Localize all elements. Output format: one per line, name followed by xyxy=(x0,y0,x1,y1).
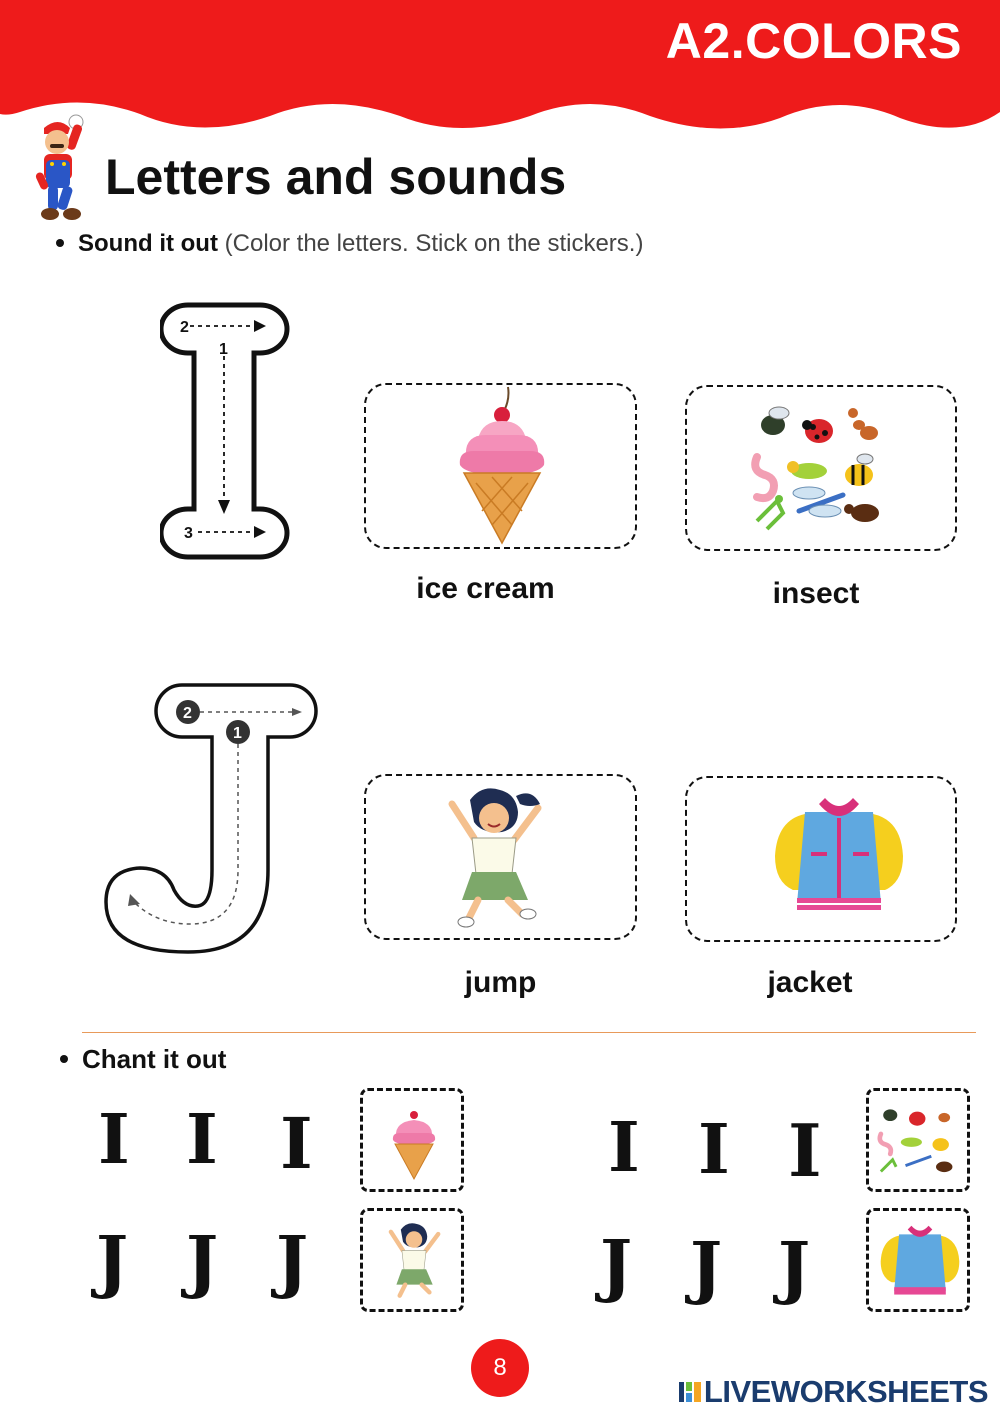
stroke-mark-2: 2 xyxy=(183,705,192,722)
chant-letter-j: J xyxy=(690,1228,723,1308)
chant-letter-i: I xyxy=(698,1110,730,1190)
chant-sticker-insect[interactable] xyxy=(866,1088,970,1192)
chant-letter-j: J xyxy=(600,1226,633,1306)
jacket-sticker-card[interactable] xyxy=(685,776,957,942)
jump-sticker-card[interactable] xyxy=(364,774,637,940)
chant-heading-line xyxy=(60,1044,226,1075)
chant-letter-j: J xyxy=(96,1222,129,1302)
chant-letter-i: I xyxy=(280,1102,313,1185)
ice-cream-sticker-card[interactable] xyxy=(364,383,637,549)
chant-sticker-ice-cream[interactable] xyxy=(360,1088,464,1192)
instruction-bold: Sound it out xyxy=(78,230,218,257)
page-number: 8 xyxy=(471,1339,529,1397)
brand-suffix: WORKSHEETS xyxy=(770,1374,988,1409)
bullet-dot xyxy=(60,1055,68,1063)
insects-icon xyxy=(747,401,897,537)
section-divider xyxy=(82,1032,976,1033)
jacket-icon xyxy=(769,794,909,920)
chant-letter-i: I xyxy=(98,1100,130,1180)
chant-sticker-jump[interactable] xyxy=(360,1208,464,1312)
liveworksheets-mark-icon xyxy=(678,1380,702,1404)
stroke-mark-2: 2 xyxy=(180,319,189,336)
mario-character-icon xyxy=(30,110,90,225)
instruction-text: (Color the letters. Stick on the stickers.) xyxy=(224,230,644,257)
letter-i-tracing[interactable] xyxy=(160,302,292,564)
word-insect: insect xyxy=(772,577,860,610)
word-jump: jump xyxy=(464,966,537,999)
chant-letter-i: I xyxy=(788,1108,822,1193)
chant-letter-i: I xyxy=(186,1100,218,1180)
jacket-icon xyxy=(877,1223,963,1301)
insects-icon xyxy=(875,1099,963,1183)
liveworksheets-logo[interactable] xyxy=(678,1374,988,1410)
chant-letter-j: J xyxy=(276,1222,309,1302)
chant-heading: Chant it out xyxy=(82,1044,227,1074)
chant-letter-j: J xyxy=(186,1222,219,1302)
brand-prefix: LIVE xyxy=(703,1374,771,1409)
stroke-mark-1: 1 xyxy=(233,725,242,742)
jumping-girl-icon xyxy=(381,1219,447,1303)
letter-j-tracing[interactable] xyxy=(100,680,322,958)
stroke-mark-1: 1 xyxy=(219,341,228,358)
page-title: Letters and sounds xyxy=(105,149,567,205)
stroke-mark-3: 3 xyxy=(184,525,193,542)
word-jacket: jacket xyxy=(767,966,853,999)
chant-letter-j: J xyxy=(778,1228,811,1308)
word-ice-cream: ice cream xyxy=(416,572,555,605)
jumping-girl-icon xyxy=(434,782,554,932)
bullet-dot xyxy=(56,239,64,247)
instruction-line xyxy=(56,230,643,258)
chant-letter-i: I xyxy=(608,1108,640,1188)
ice-cream-icon xyxy=(452,385,552,549)
insect-sticker-card[interactable] xyxy=(685,385,957,551)
unit-title: A2.COLORS xyxy=(665,13,962,69)
ice-cream-icon xyxy=(389,1095,439,1187)
chant-sticker-jacket[interactable] xyxy=(866,1208,970,1312)
